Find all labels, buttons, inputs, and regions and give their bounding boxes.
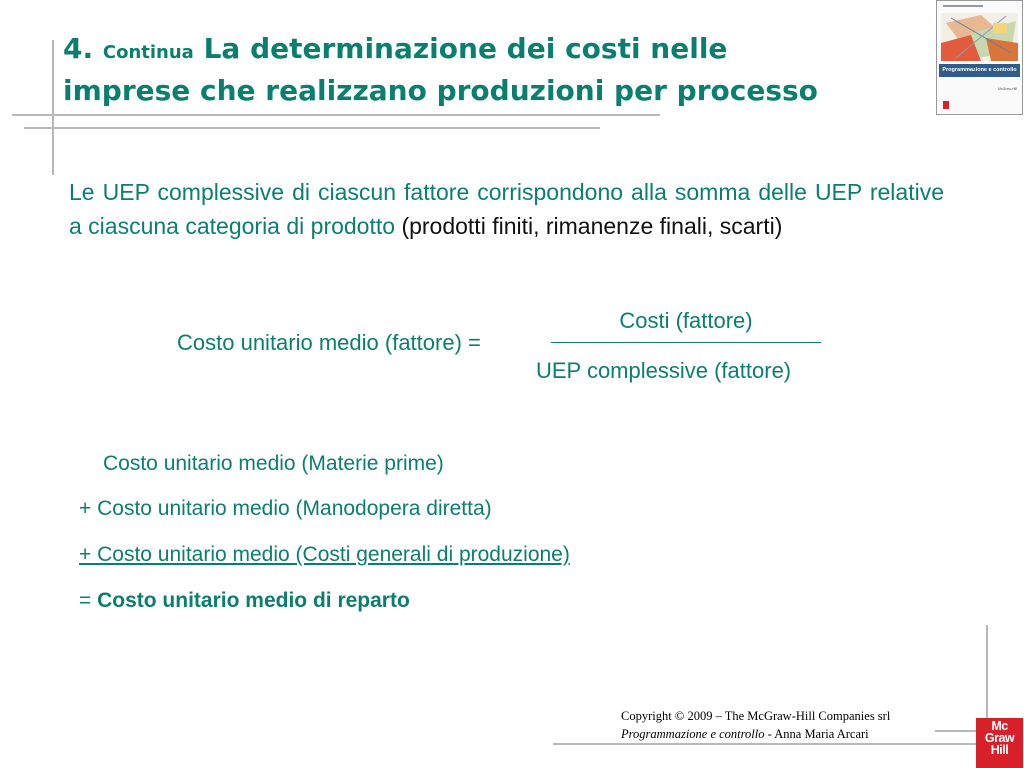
sum-line-materie-prime: Costo unitario medio (Materie prime) (103, 452, 444, 475)
cover-artwork (941, 13, 1018, 61)
book-credit (621, 725, 966, 743)
paragraph-black-text: (prodotti finiti, rimanenze finali, scarti) (401, 213, 783, 239)
sum-line-manodopera: + Costo unitario medio (Manodopera diretta) (79, 497, 492, 520)
cover-author-text (943, 5, 983, 7)
formula-denominator: UEP complessive (fattore) (536, 358, 792, 383)
bottom-horizontal-rule-1 (553, 743, 1023, 745)
logo-line-1: Mc (991, 719, 1008, 733)
cover-publisher: McGraw-Hill (997, 87, 1017, 91)
sum-line-costi-generali: + Costo unitario medio (Costi generali di produzione) (79, 543, 570, 566)
top-horizontal-rule-2 (24, 127, 600, 129)
slide-title (63, 30, 933, 110)
formula-left-side: Costo unitario medio (fattore) = (177, 330, 481, 355)
intro-paragraph (69, 175, 944, 243)
fraction-bar (551, 342, 821, 343)
title-line-2: imprese che realizzano produzioni per processo (63, 74, 818, 107)
title-text-1: La determinazione dei costi nelle (203, 32, 728, 65)
formula-numerator: Costi (fattore) (619, 308, 753, 333)
title-line-1 (63, 30, 933, 72)
cover-title-band: Programmazione e controllo (939, 64, 1020, 77)
cover-art-svg (941, 13, 1018, 61)
title-number: 4. (63, 32, 94, 65)
mcgraw-hill-logo (976, 718, 1023, 768)
logo-line-2: Graw (984, 731, 1015, 745)
total-prefix: = (79, 589, 98, 612)
paragraph-colored-text: Le UEP complessive di ciascun fattore corrispondono alla somma delle UEP relative a ciascuna categoria di prodotto (69, 179, 944, 239)
book-title: Programmazione e controllo (621, 727, 765, 741)
top-vertical-rule (52, 40, 54, 175)
title-continua: Continua (102, 42, 194, 63)
sum-line-total (79, 589, 410, 613)
book-cover-image (936, 0, 1023, 115)
copyright-text: Copyright © 2009 – The McGraw-Hill Companies srl (621, 709, 891, 723)
cover-small-logo (943, 101, 949, 109)
total-label: Costo unitario medio di reparto (97, 589, 410, 612)
top-horizontal-rule-1 (12, 114, 660, 116)
footer-copyright (621, 707, 966, 743)
logo-line-3: Hill (990, 743, 1009, 757)
book-author: - Anna Maria Arcari (764, 727, 869, 741)
